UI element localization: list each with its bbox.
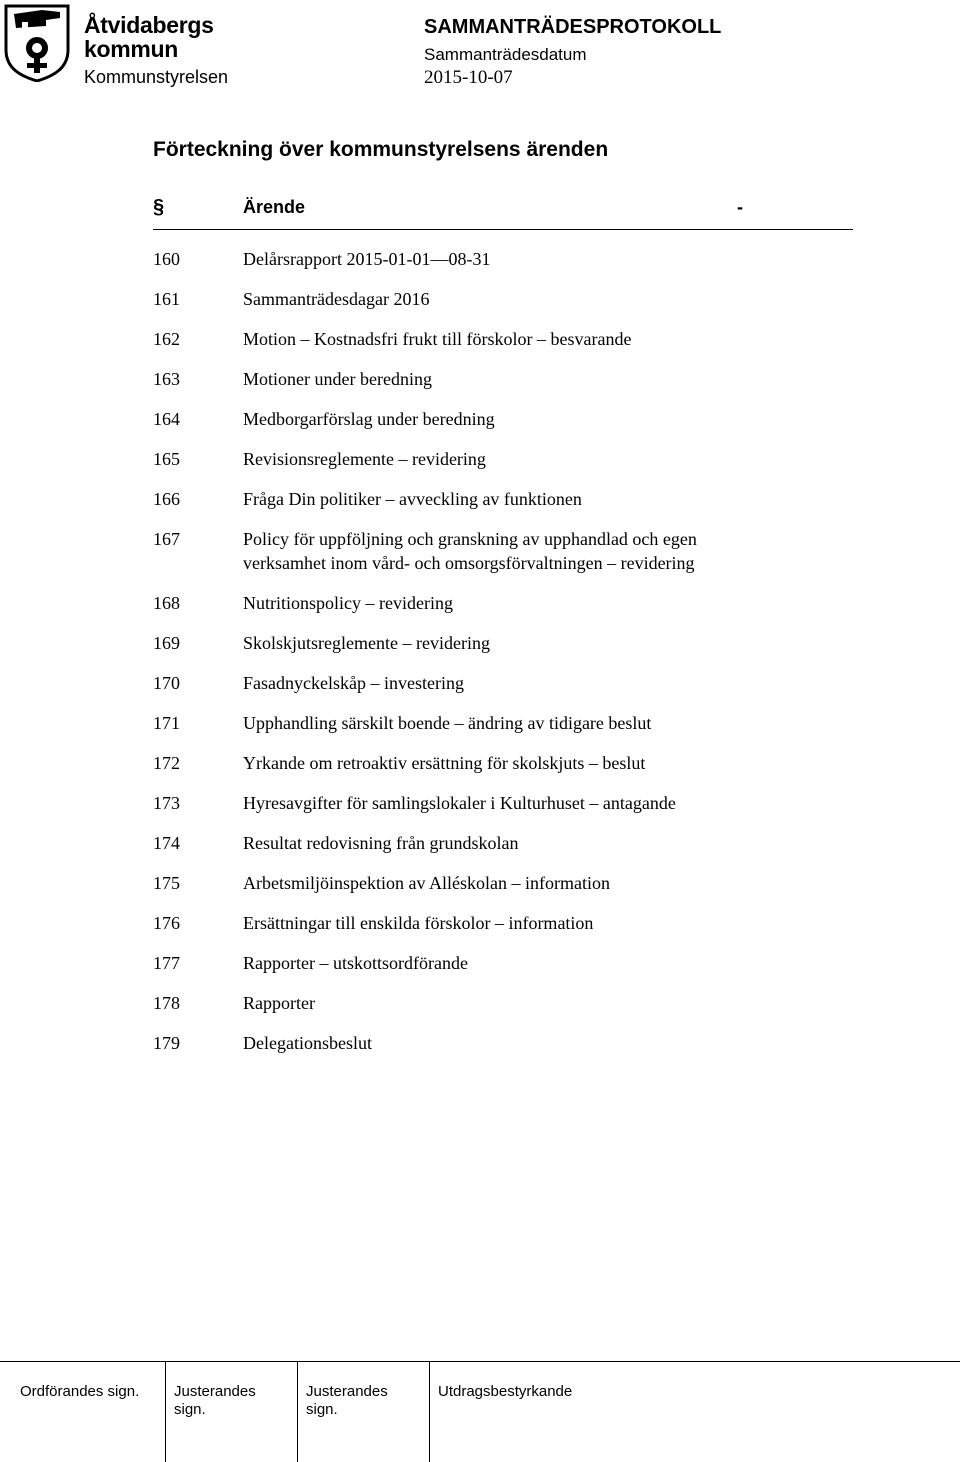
organization-name-line-2: kommun bbox=[84, 36, 179, 62]
chair-signature-label: Ordförandes sign. bbox=[20, 1383, 140, 1400]
case-title: Rapporter bbox=[243, 992, 315, 1013]
adjuster-signature-box-1 bbox=[165, 1362, 297, 1462]
document-header bbox=[424, 15, 721, 89]
case-number: 173 bbox=[153, 792, 180, 813]
list-item bbox=[153, 712, 753, 736]
meeting-date: 2015-10-07 bbox=[424, 67, 513, 88]
case-number: 160 bbox=[153, 249, 180, 269]
case-number: 169 bbox=[153, 632, 180, 653]
case-title: Ersättningar till enskilda förskolor – information bbox=[243, 912, 594, 933]
list-item bbox=[153, 632, 753, 656]
extra-column-header: - bbox=[737, 197, 743, 217]
case-number: 163 bbox=[153, 369, 180, 389]
case-number: 172 bbox=[153, 752, 180, 773]
list-item bbox=[153, 488, 753, 512]
case-title: Sammanträdesdagar 2016 bbox=[243, 289, 430, 309]
list-item bbox=[153, 672, 753, 696]
list-item bbox=[153, 528, 753, 575]
department-name: Kommunstyrelsen bbox=[84, 67, 229, 87]
case-list bbox=[153, 248, 753, 1072]
case-title: Upphandling särskilt boende – ändring av tidigare beslut bbox=[243, 712, 652, 733]
list-item bbox=[153, 952, 753, 976]
case-number: 162 bbox=[153, 329, 180, 349]
case-title: Medborgarförslag under beredning bbox=[243, 409, 495, 429]
case-title: Policy för uppföljning och granskning av upphandlad och egen verksamhet inom vård- och omsorgsförvaltningen – revidering bbox=[243, 529, 697, 573]
case-title: Motion – Kostnadsfri frukt till förskolor – besvarande bbox=[243, 329, 632, 349]
list-item bbox=[153, 288, 753, 312]
list-item bbox=[153, 368, 753, 392]
case-title: Skolskjutsreglemente – revidering bbox=[243, 632, 490, 653]
case-number: 177 bbox=[153, 952, 180, 973]
case-number: 166 bbox=[153, 489, 180, 509]
case-title: Delegationsbeslut bbox=[243, 1032, 372, 1053]
case-number: 178 bbox=[153, 992, 180, 1013]
list-item bbox=[153, 992, 753, 1016]
case-title: Nutritionspolicy – revidering bbox=[243, 592, 453, 613]
adjuster-signature-box-2 bbox=[297, 1362, 429, 1462]
document-type: SAMMANTRÄDESPROTOKOLL bbox=[424, 16, 722, 38]
case-number: 165 bbox=[153, 449, 180, 469]
organization-block bbox=[84, 13, 228, 88]
municipal-coat-of-arms-icon bbox=[2, 2, 72, 82]
case-title: Motioner under beredning bbox=[243, 369, 432, 389]
case-column-header: Ärende bbox=[243, 197, 306, 217]
list-item bbox=[153, 872, 753, 896]
list-item bbox=[153, 752, 753, 776]
excerpt-certification-box bbox=[429, 1362, 659, 1462]
list-item bbox=[153, 592, 753, 616]
meeting-date-label: Sammanträdesdatum bbox=[424, 45, 587, 64]
case-title: Hyresavgifter för samlingslokaler i Kulturhuset – antagande bbox=[243, 792, 676, 813]
case-title: Revisionsreglemente – revidering bbox=[243, 449, 486, 469]
list-item bbox=[153, 408, 753, 432]
case-number: 164 bbox=[153, 409, 180, 429]
list-item bbox=[153, 1032, 753, 1056]
signature-footer bbox=[0, 1361, 960, 1462]
list-item bbox=[153, 792, 753, 816]
organization-name: Åtvidabergs bbox=[84, 12, 214, 38]
list-item bbox=[153, 912, 753, 936]
case-number: 171 bbox=[153, 712, 180, 733]
case-title: Arbetsmiljöinspektion av Alléskolan – information bbox=[243, 872, 610, 893]
list-item bbox=[153, 832, 753, 856]
case-title: Resultat redovisning från grundskolan bbox=[243, 832, 519, 853]
adjuster-signature-label-2: Justerandes sign. bbox=[306, 1383, 388, 1418]
page-title: Förteckning över kommunstyrelsens ärenden bbox=[153, 138, 609, 161]
list-item bbox=[153, 448, 753, 472]
case-title: Rapporter – utskottsordförande bbox=[243, 952, 468, 973]
case-title: Fasadnyckelskåp – investering bbox=[243, 672, 464, 693]
table-header bbox=[153, 194, 853, 224]
case-number: 170 bbox=[153, 672, 180, 693]
chair-signature-box bbox=[12, 1362, 165, 1462]
case-number: 161 bbox=[153, 289, 180, 309]
case-number: 167 bbox=[153, 529, 180, 549]
paragraph-column-header: § bbox=[153, 196, 165, 218]
case-number: 168 bbox=[153, 592, 180, 613]
header-divider bbox=[153, 229, 853, 230]
case-number: 176 bbox=[153, 912, 180, 933]
adjuster-signature-label-1: Justerandes sign. bbox=[174, 1383, 256, 1418]
case-number: 174 bbox=[153, 832, 180, 853]
case-title: Fråga Din politiker – avveckling av funktionen bbox=[243, 489, 582, 509]
case-number: 179 bbox=[153, 1032, 180, 1053]
list-item bbox=[153, 248, 753, 272]
case-title: Yrkande om retroaktiv ersättning för skolskjuts – beslut bbox=[243, 752, 646, 773]
case-title: Delårsrapport 2015-01-01—08-31 bbox=[243, 249, 491, 269]
excerpt-certification-label: Utdragsbestyrkande bbox=[438, 1383, 573, 1400]
list-item bbox=[153, 328, 753, 352]
case-number: 175 bbox=[153, 872, 180, 893]
